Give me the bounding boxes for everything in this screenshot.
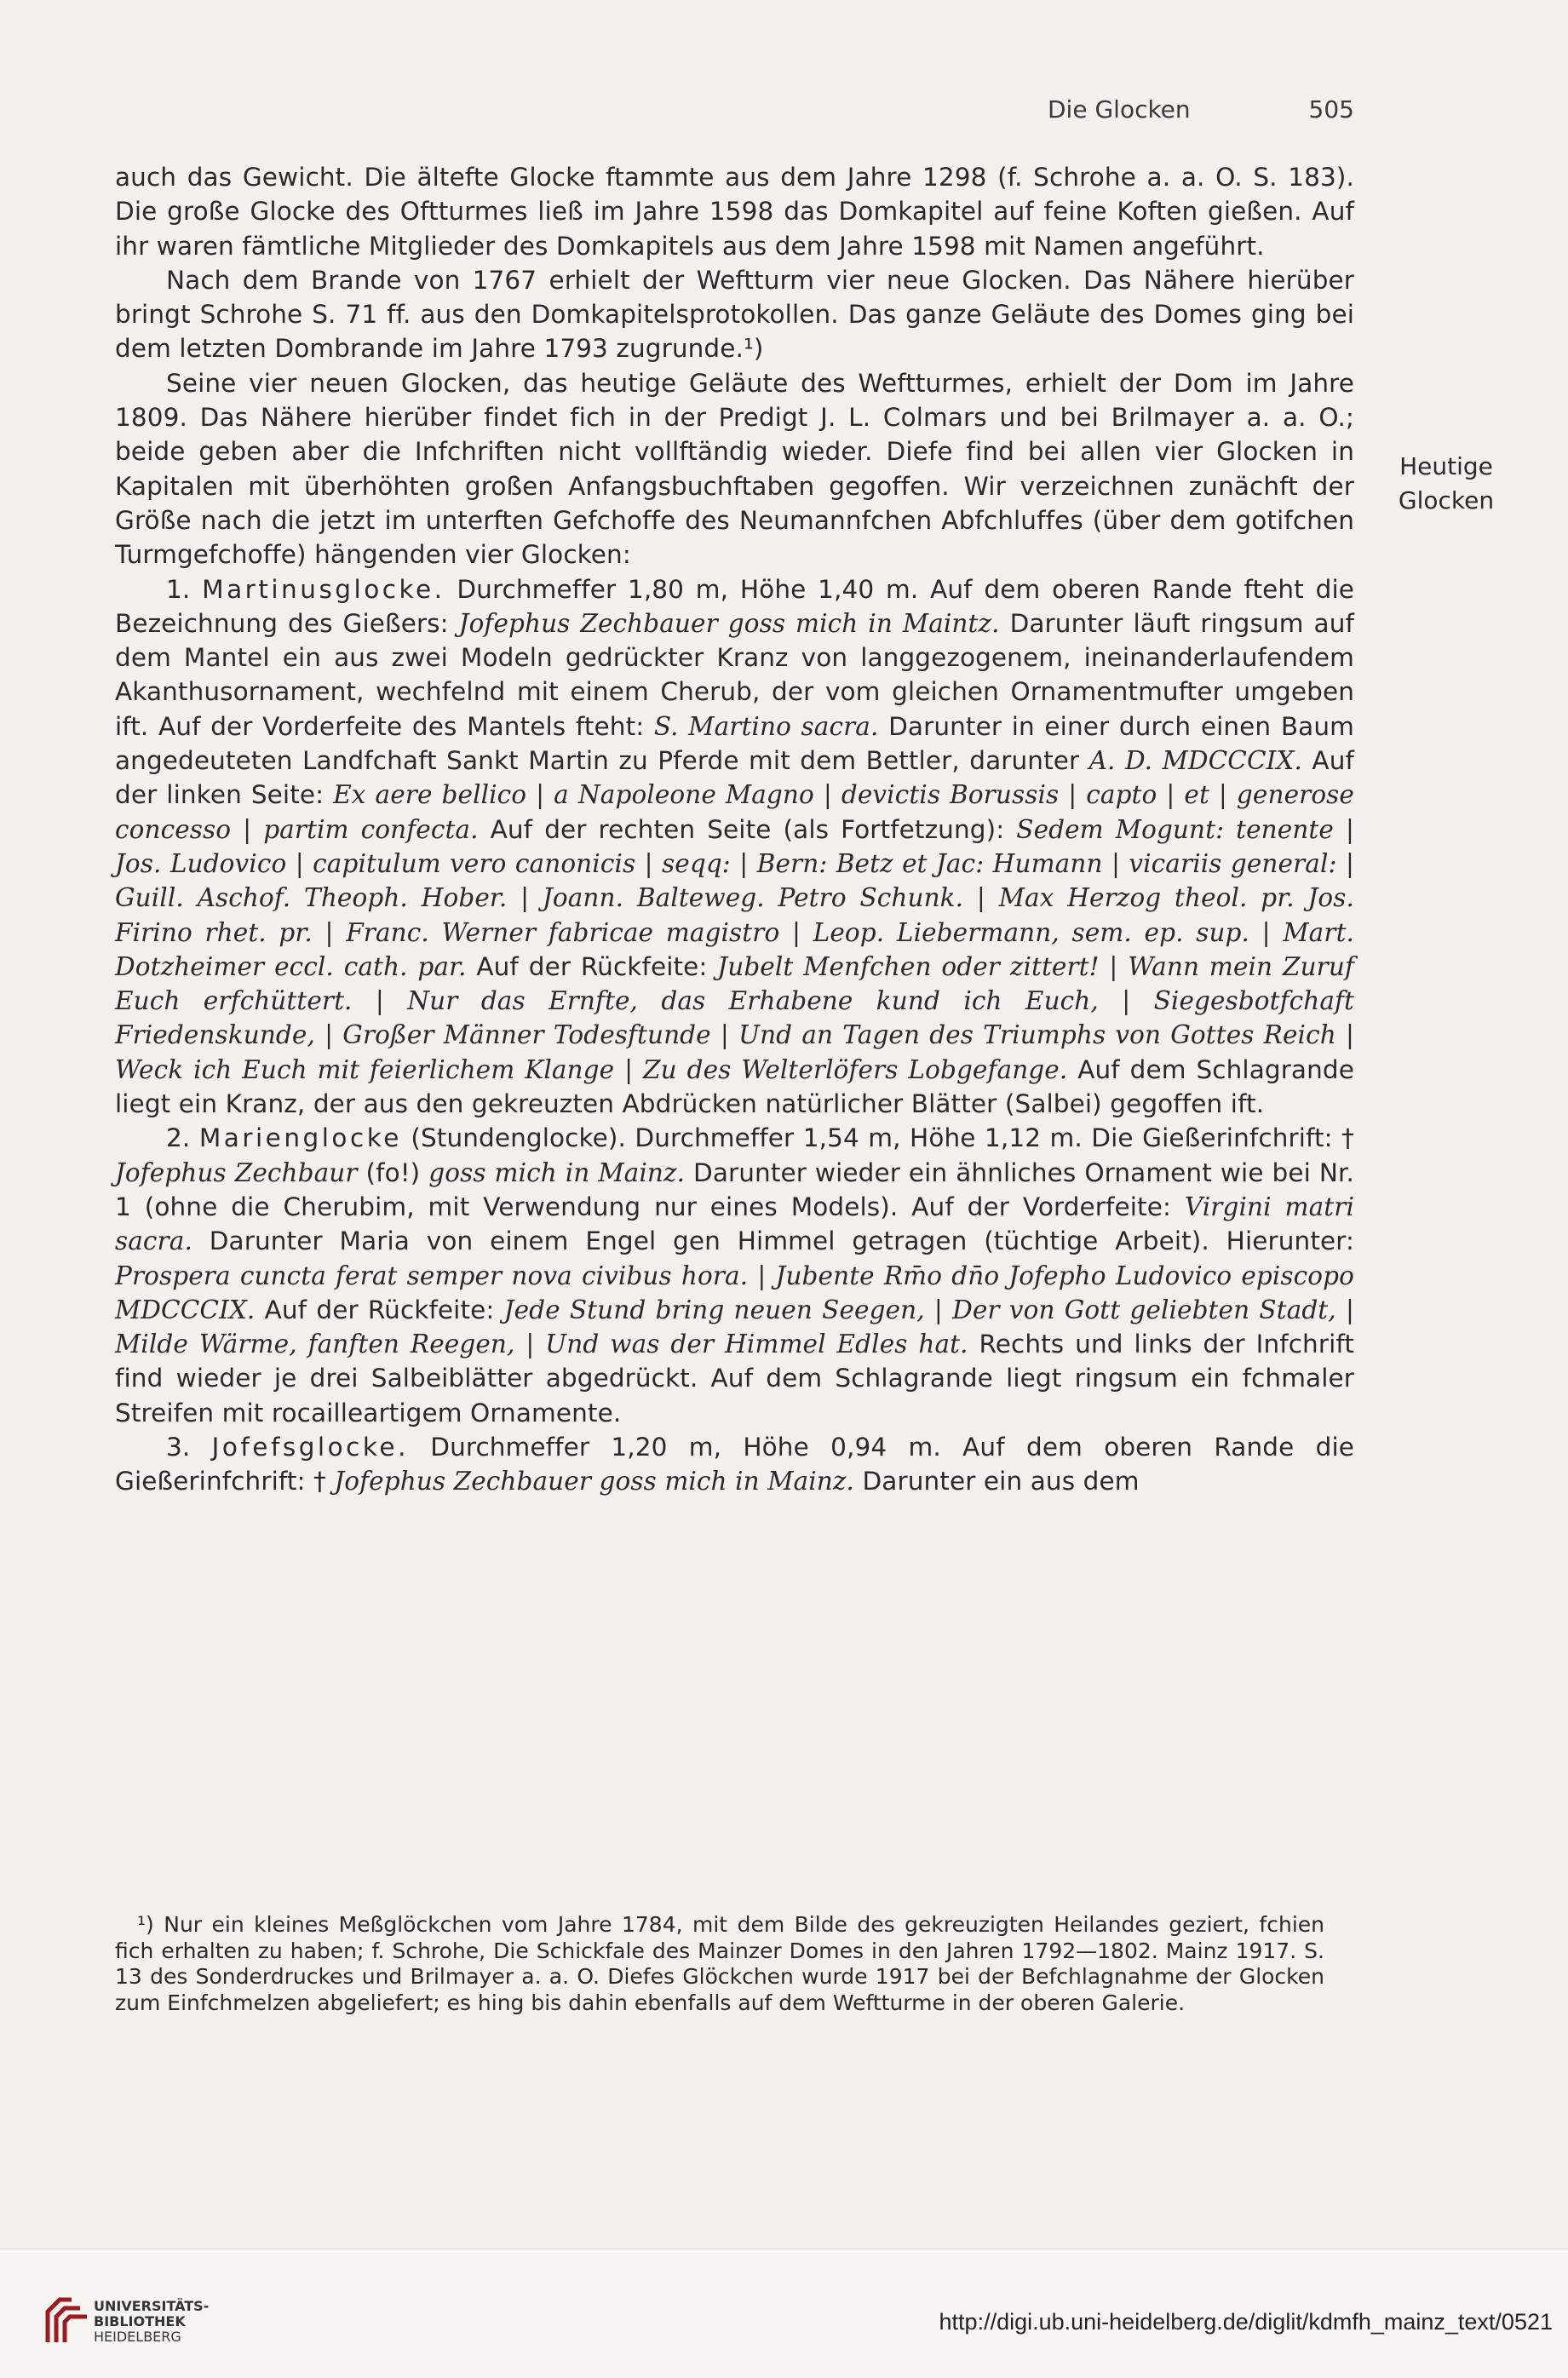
margin-note: Heutige Glocken	[1398, 452, 1495, 514]
text-run: Darunter wieder ein ähnliches Ornament wie bei Nr. 1 (ohne die Cherubim, mit Verwendung nur eines Models). Auf der Vorderfeite:	[115, 1157, 1354, 1221]
bell-name: Martinusglocke.	[202, 574, 445, 604]
inscription: Prospera cuncta ferat semper nova civibus hora. | Jubente Rm̄o dn̄o Jofepho Ludovico episcopo MDCCCIX.	[115, 1261, 1354, 1324]
text-run: Rechts und links der Infchrift find wieder je drei Salbeiblätter abgedrückt. Auf dem Schlagrande liegt ringsum ein fchmaler Streifen mit rocailleartigem Ornamente.	[115, 1330, 1354, 1427]
text-run: Auf der Rückfeite:	[466, 951, 718, 981]
inscription: Jofephus Zechbauer goss mich in Maintz.	[458, 608, 1000, 638]
library-name-line-3: HEIDELBERG	[94, 2329, 181, 2345]
text-run: (fo!)	[357, 1157, 429, 1187]
paragraph-3: Seine vier neuen Glocken, das heutige Geläute des Weftturmes, erhielt der Dom im Jahre 1809. Das Nähere hierüber findet fich in der Predigt J. L. Colmars und bei Brilmayer a. a. O.; beide geben aber die Infchriften nicht vollftändig wieder. Diefe find bei allen vier Glocken in Kapitalen mit überhöhten großen Anfangsbuchftaben gegoffen. Wir verzeichnen zunächft der Größe nach die jetzt im unterften Gefchoffe des Neumannfchen Abfchluffes (über dem gotifchen Turmgefchoffe) hängenden vier Glocken:	[115, 368, 1354, 570]
text-run: Auf dem Schlagrande liegt ein Kranz, der aus den gekreuzten Abdrücken natürlicher Blätter (Salbei) gegoffen ift.	[115, 1054, 1354, 1119]
paragraph-1: auch das Gewicht. Die ältefte Glocke ftammte aus dem Jahre 1298 (f. Schrohe a. a. O. S. 183). Die große Glocke des Oftturmes ließ im Jahre 1598 das Domkapitel auf feine Koften gießen. Auf ihr waren fämtliche Mitglieder des Domkapitels aus dem Jahre 1598 mit Namen angeführt.	[115, 163, 1354, 261]
library-name	[94, 2299, 209, 2345]
text-run: Darunter Maria von einem Engel gen Himmel getragen (tüchtige Arbeit). Hierunter:	[192, 1226, 1354, 1256]
footnote	[115, 1912, 1324, 2016]
item-number: 3.	[166, 1432, 212, 1462]
text-run: Durchmeffer 1,20 m, Höhe 0,94 m. Auf dem oberen Rande die Gießerinfchrift: †	[115, 1432, 1355, 1496]
item-number: 2.	[166, 1123, 199, 1153]
inscription: Sedem Mogunt: tenente | Jos. Ludovico | capitulum vero canonicis | seqq: | Bern: Betz et Jac: Humann | vicariis general: | Guill. Aschof. Theoph. Hober. | Joann. Balteweg. Petro Schunk. | Max Herzog theol. pr. Jos. Firino rhet. pr. | Franc. Werner fabricae magistro | Leop. Liebermann, sem. ep. sup. | Mart. Dotzheimer eccl. cath. par.	[115, 814, 1355, 981]
paragraph-josefsglocke	[115, 1430, 1354, 1499]
inscription: Jede Stund bring neuen Seegen, | Der von Gott geliebten Stadt, | Milde Wärme, fanften Reegen, | Und was der Himmel Edles hat.	[115, 1295, 1354, 1359]
text-run: Darunter in einer durch einen Baum angedeuteten Landfchaft Sankt Martin zu Pferde mit dem Bettler, darunter	[115, 711, 1354, 776]
paragraph-marienglocke	[115, 1121, 1354, 1430]
library-name-line-1: UNIVERSITÄTS-	[94, 2298, 210, 2314]
bell-name: Jofefsglocke.	[211, 1432, 409, 1462]
footnote-text: ¹) Nur ein kleines Meßglöckchen vom Jahre 1784, mit dem Bilde des gekreuzigten Heilandes geziert, fchien fich erhalten zu haben; f. Schrohe, Die Schickfale des Mainzer Domes in den Jahren 1792—1802. Mainz 1917. S. 13 des Sonderdruckes und Brilmayer a. a. O. Diefes Glöckchen wurde 1917 bei der Befchlagnahme der Glocken zum Einfchmelzen abgeliefert; es hing bis dahin ebenfalls auf dem Weftturme in der oberen Galerie.	[115, 1912, 1324, 2015]
text-run: Durchmeffer 1,80 m, Höhe 1,40 m. Auf dem oberen Rande fteht die Bezeichnung des Gießers:	[115, 574, 1354, 638]
text-run: Darunter ein aus dem	[854, 1467, 1140, 1496]
inscription: A. D. MDCCCIX.	[1088, 746, 1302, 776]
inscription: Ex aere bellico | a Napoleone Magno | devictis Borussis | capto | et | generose concesso | partim confecta.	[115, 780, 1354, 844]
inscription: goss mich in Mainz.	[428, 1157, 686, 1187]
university-library-logo-icon[interactable]	[43, 2293, 90, 2346]
text-run: Auf der linken Seite:	[115, 746, 1354, 810]
inscription: Jofephus Zechbauer goss mich in Mainz.	[334, 1467, 854, 1496]
item-number: 1.	[166, 574, 203, 604]
running-title: Die Glocken	[1048, 95, 1191, 123]
text-run: Darunter läuft ringsum auf dem Mantel ein aus zwei Modeln gedrückter Kranz von langgezogenem, ineinanderlaufendem Akanthusornament, wechfelnd mit einem Cherub, der vom gleichen Ornamentmufter umgeben ift. Auf der Vorderfeite des Mantels fteht:	[115, 608, 1355, 741]
running-head	[1048, 95, 1354, 123]
permalink-url[interactable]: http://digi.ub.uni-heidelberg.de/diglit/kdmfh_mainz_text/0521	[939, 2309, 1553, 2335]
bell-name: Marienglocke	[198, 1123, 402, 1153]
page-number: 505	[1308, 95, 1354, 123]
paragraph-2: Nach dem Brande von 1767 erhielt der Weftturm vier neue Glocken. Das Nähere hierüber bringt Schrohe S. 71 ff. aus den Domkapitelsprotokollen. Das ganze Geläute des Domes ging bei dem letzten Dombrande im Jahre 1793 zugrunde.¹)	[115, 265, 1354, 364]
inscription: Jubelt Menfchen oder zittert! | Wann mein Zuruf Euch erfchüttert. | Nur das Ernfte, das Erhabene kund ich Euch, | Siegesbotfchaft Friedenskunde, | Großer Männer Todesftunde | Und an Tagen des Triumphs von Gottes Reich | Weck ich Euch mit feierlichem Klange | Zu des Welterlöfers Lobgefange.	[115, 951, 1354, 1084]
paragraph-martinusglocke	[115, 572, 1354, 1122]
inscription: Jofephus Zechbaur	[115, 1157, 358, 1187]
inscription: S. Martino sacra.	[653, 711, 879, 741]
text-run: (Stundenglocke). Durchmeffer 1,54 m, Höhe 1,12 m. Die Gießerinfchrift: †	[401, 1123, 1354, 1153]
inscription: Virgini matri sacra.	[115, 1192, 1354, 1256]
body-text	[115, 160, 1354, 1499]
library-name-line-2: BIBLIOTHEK	[94, 2313, 186, 2329]
text-run: Auf der rechten Seite (als Fortfetzung):	[478, 814, 1017, 844]
text-run: Auf der Rückfeite:	[255, 1295, 504, 1324]
